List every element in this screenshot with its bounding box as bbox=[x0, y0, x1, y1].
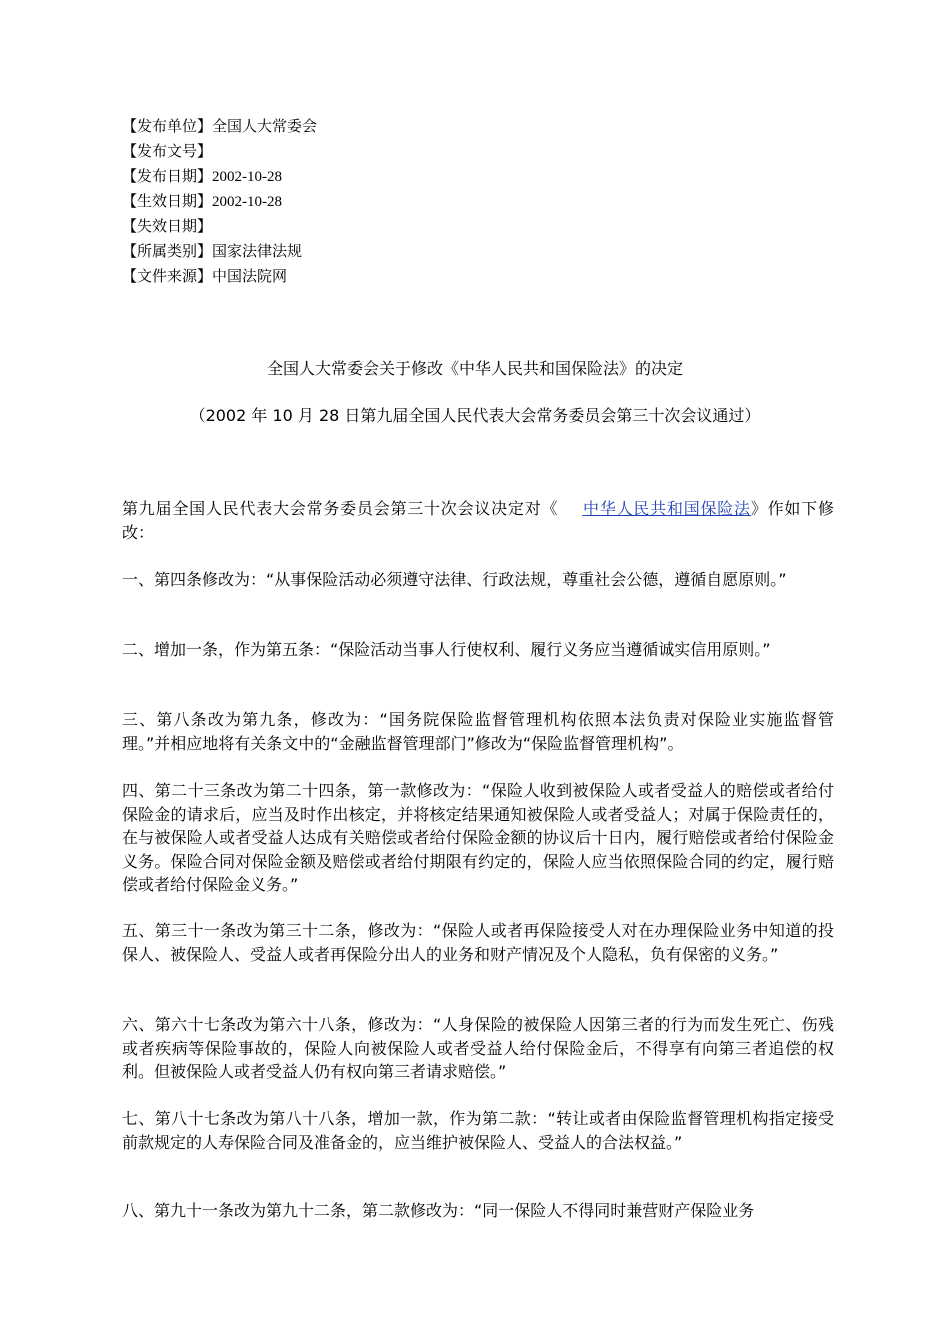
meta-value: 2002-10-28 bbox=[212, 194, 283, 210]
amendment-paragraph-6: 六、第六十七条改为第六十八条，修改为：“人身保险的被保险人因第三者的行为而发生死亡、伤残或者疾病等保险事故的，保险人向被保险人或者受益人给付保险金后，不得享有向第三者追偿的权利。但被保险人或者受益人仍有权向第三者请求赔偿。” bbox=[122, 1015, 834, 1081]
meta-value: 2002-10-28 bbox=[212, 169, 283, 185]
meta-publish-date bbox=[122, 164, 834, 189]
intro-text-before: 第九届全国人民代表大会常务委员会第三十次会议决定对《 bbox=[122, 499, 559, 518]
document-subtitle: （2002 年 10 月 28 日第九届全国人民代表大会常务委员会第三十次会议通过） bbox=[189, 406, 761, 425]
meta-doc-number bbox=[122, 139, 834, 164]
meta-value: 中国法院网 bbox=[212, 267, 288, 285]
meta-value: 国家法律法规 bbox=[212, 242, 303, 260]
meta-label: 【发布日期】 bbox=[122, 167, 213, 185]
amendment-paragraph-8: 八、第九十一条改为第九十二条，第二款修改为：“同一保险人不得同时兼营财产保险业务 bbox=[122, 1201, 755, 1220]
meta-effective-date bbox=[122, 189, 834, 214]
meta-source bbox=[122, 264, 834, 289]
document-title: 全国人大常委会关于修改《中华人民共和国保险法》的决定 bbox=[266, 359, 683, 378]
amendment-paragraph-5: 五、第三十一条改为第三十二条，修改为：“保险人或者再保险接受人对在办理保险业务中知道的投保人、被保险人、受益人或者再保险分出人的业务和财产情况及个人隐私，负有保密的义务。” bbox=[122, 921, 834, 964]
meta-value: 全国人大常委会 bbox=[212, 117, 318, 135]
law-link[interactable]: 中华人民共和国保险法 bbox=[582, 499, 751, 518]
meta-expiry-date bbox=[122, 214, 834, 239]
meta-label: 【失效日期】 bbox=[122, 217, 213, 235]
meta-category bbox=[122, 239, 834, 264]
meta-publisher bbox=[122, 114, 834, 139]
amendment-paragraph-2: 二、增加一条，作为第五条：“保险活动当事人行使权利、履行义务应当遵循诚实信用原则。” bbox=[122, 640, 771, 659]
meta-label: 【发布文号】 bbox=[122, 142, 213, 160]
amendment-paragraph-7: 七、第八十七条改为第八十八条，增加一款，作为第二款：“转让或者由保险监督管理机构指定接受前款规定的人寿保险合同及准备金的，应当维护被保险人、受益人的合法权益。” bbox=[122, 1109, 834, 1152]
amendment-paragraph-3: 三、第八条改为第九条，修改为：“国务院保险监督管理机构依照本法负责对保险业实施监督管理。”并相应地将有关条文中的“金融监督管理部门”修改为“保险监督管理机构”。 bbox=[122, 710, 834, 753]
amendment-paragraph-1: 一、第四条修改为：“从事保险活动必须遵守法律、行政法规，尊重社会公德，遵循自愿原则。” bbox=[122, 570, 787, 589]
meta-label: 【所属类别】 bbox=[122, 242, 213, 260]
meta-label: 【发布单位】 bbox=[122, 117, 213, 135]
meta-block bbox=[122, 114, 834, 289]
meta-label: 【文件来源】 bbox=[122, 267, 213, 285]
intro-paragraph bbox=[122, 497, 834, 544]
amendment-paragraph-4: 四、第二十三条改为第二十四条，第一款修改为：“保险人收到被保险人或者受益人的赔偿或者给付保险金的请求后，应当及时作出核定，并将核定结果通知被保险人或者受益人；对属于保险责任的，在与被保险人或者受益人达成有关赔偿或者给付保险金额的协议后十日内，履行赔偿或者给付保险金义务。保险合同对保险金额及赔偿或者给付期限有约定的，保险人应当依照保险合同的约定，履行赔偿或者给付保险金义务。” bbox=[122, 781, 834, 894]
intro-text-after: 》作如下修改： bbox=[122, 499, 834, 542]
meta-label: 【生效日期】 bbox=[122, 192, 213, 210]
